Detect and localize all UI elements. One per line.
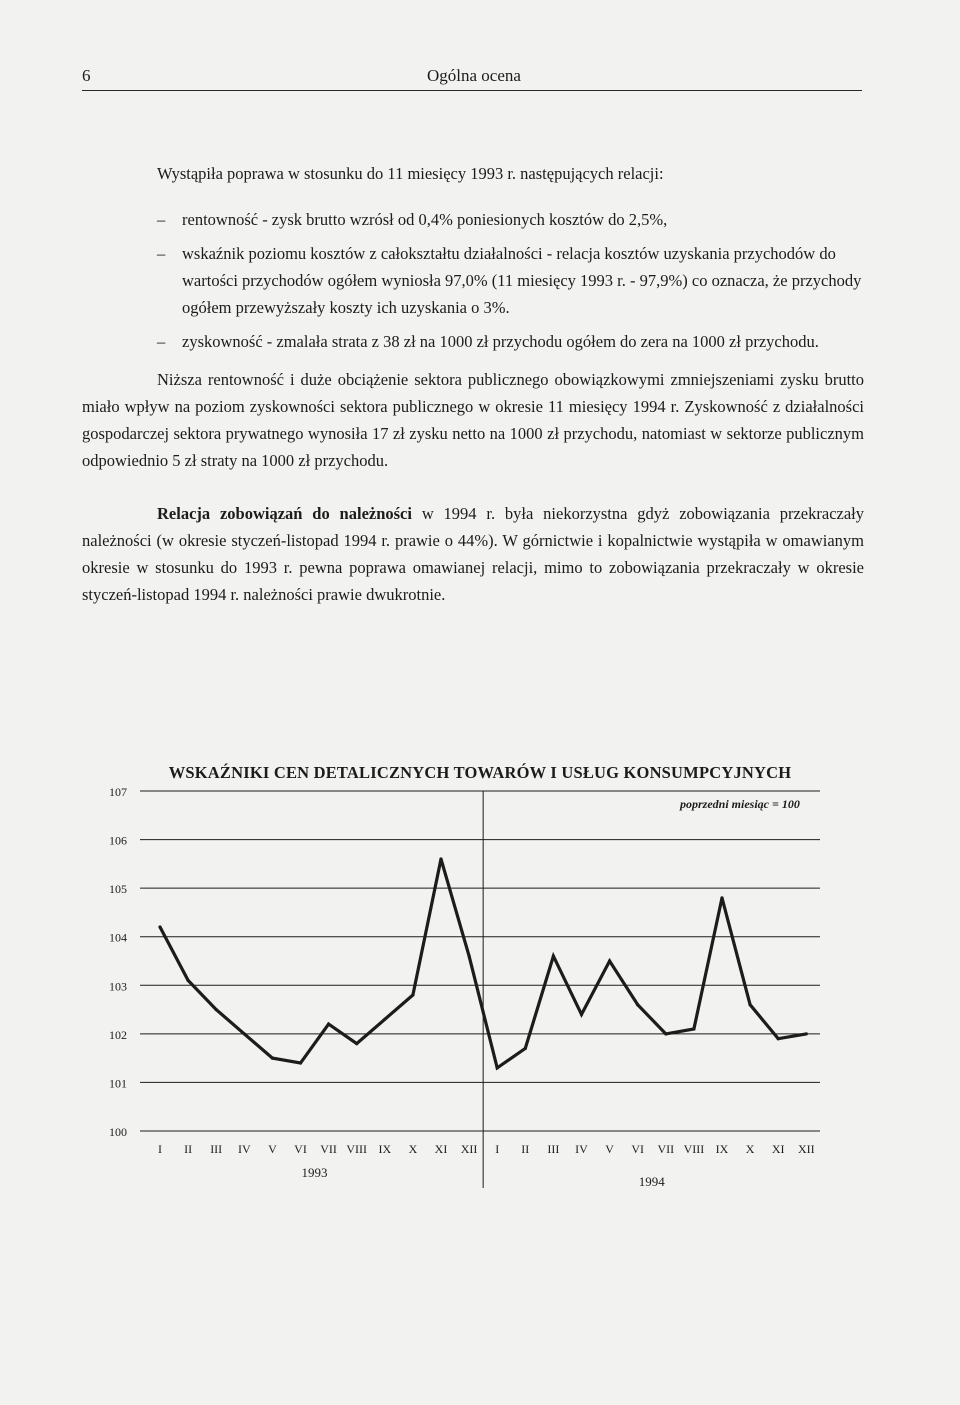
data-point: [299, 1061, 302, 1064]
bullet-text: rentowność - zysk brutto wzrósł od 0,4% poniesionych kosztów do 2,5%,: [182, 210, 668, 229]
data-point: [243, 1032, 246, 1035]
x-tick-label: VIII: [346, 1142, 368, 1156]
data-point: [327, 1023, 330, 1026]
bullet-text: zyskowność - zmalała strata z 38 zł na 1000 zł przychodu ogółem do zera na 1000 zł przychodu.: [182, 332, 819, 351]
data-point: [720, 896, 723, 899]
data-point: [692, 1027, 695, 1030]
chart-note: poprzedni miesiąc = 100: [680, 797, 800, 811]
x-tick-label: I: [495, 1142, 500, 1156]
x-tick-label: XI: [771, 1142, 785, 1156]
list-item: [82, 240, 864, 321]
x-tick-label: VIII: [683, 1142, 705, 1156]
bullet-dash: –: [157, 332, 166, 351]
x-tick-label: IV: [237, 1142, 251, 1156]
x-tick-label: III: [210, 1142, 223, 1156]
page-number: 6: [82, 66, 91, 85]
x-tick-label: II: [521, 1142, 530, 1156]
x-tick-label: IX: [378, 1142, 392, 1156]
paragraph-text: Niższa rentowność i duże obciążenie sektora publicznego obowiązkowymi zmniejszeniami zysku brutto miało wpływ na poziom zyskowności sektora publicznego w okresie 11 miesięcy 1994 r. Zyskowność z działalności gospodarczej sektora prywatnego wynosiła 17 zł zysku netto na 1000 zł przychodu, natomiast w sektorze publicznym odpowiednio 5 zł straty na 1000 zł przychodu.: [82, 370, 864, 470]
paragraph-profitability: [82, 366, 864, 474]
x-tick-label: V: [605, 1142, 614, 1156]
data-point: [271, 1057, 274, 1060]
running-title: Ogólna ocena: [427, 66, 521, 85]
bullet-dash: –: [157, 210, 166, 229]
x-tick-label: IX: [715, 1142, 729, 1156]
data-point: [468, 955, 471, 958]
price-index-chart: [0, 780, 960, 1200]
x-tick-label: VI: [631, 1142, 645, 1156]
y-tick-label: 101: [109, 1076, 127, 1091]
data-point: [608, 959, 611, 962]
data-point: [158, 925, 161, 928]
chart-title: WSKAŹNIKI CEN DETALICZNYCH TOWARÓW I USŁUG KONSUMPCYJNYCH: [168, 763, 792, 782]
bullet-dash: –: [157, 244, 166, 263]
x-tick-label: I: [158, 1142, 162, 1156]
x-tick-label: V: [268, 1142, 277, 1156]
data-point: [777, 1037, 780, 1040]
data-point: [524, 1047, 527, 1050]
page-header: [82, 62, 862, 91]
y-tick-label: 105: [109, 882, 127, 897]
x-tick-label: X: [745, 1142, 755, 1156]
y-tick-label: 104: [109, 930, 127, 945]
data-point: [383, 1018, 386, 1021]
x-tick-label: VI: [294, 1142, 307, 1156]
year-label: 1994: [638, 1174, 665, 1189]
x-tick-label: X: [408, 1142, 418, 1156]
paragraph-body: w 1994 r. była niekorzystna gdyż zobowiązania przekraczały należności (w okresie styczeń-listopad 1994 r. prawie o 44%). W górnictwie i kopalnictwie wystąpiła w omawianym okresie w stosunku do 1993 r. pewna poprawa omawianej relacji, mimo to zobowiązania przekraczały w okresie styczeń-listopad 1994 r. należności prawie dwukrotnie.: [82, 504, 864, 604]
x-tick-label: II: [184, 1142, 193, 1156]
data-point: [636, 1003, 639, 1006]
list-item: [82, 328, 864, 355]
y-tick-label: 107: [109, 785, 127, 799]
x-tick-label: XII: [797, 1142, 815, 1156]
y-tick-label: 102: [109, 1027, 127, 1042]
data-point: [411, 993, 414, 996]
paragraph-text: [82, 500, 864, 608]
data-point: [215, 1008, 218, 1011]
bullet-text: wskaźnik poziomu kosztów z całokształtu działalności - relacja kosztów uzyskania przychodów do wartości przychodów ogółem wyniosła 97,0% (11 miesięcy 1993 r. - 97,9%) co oznacza, że przychody ogółem przewyższały koszty ich uzyskania o 3%.: [182, 244, 862, 317]
list-item: [82, 206, 864, 233]
y-tick-label: 103: [109, 979, 127, 994]
x-tick-label: VII: [320, 1142, 337, 1156]
x-tick-label: VII: [657, 1142, 675, 1156]
data-point: [552, 955, 555, 958]
x-tick-label: IV: [575, 1142, 588, 1156]
x-tick-label: III: [547, 1142, 560, 1156]
data-point: [187, 979, 190, 982]
bullet-list: [82, 206, 864, 362]
data-point: [749, 1003, 752, 1006]
data-point: [355, 1042, 358, 1045]
y-tick-label: 100: [109, 1125, 127, 1139]
data-point: [805, 1032, 808, 1035]
data-point: [439, 857, 442, 860]
data-point: [580, 1013, 583, 1016]
paragraph-lead: Relacja zobowiązań do należności: [157, 504, 412, 523]
x-tick-label: XII: [460, 1142, 478, 1156]
intro-text: Wystąpiła poprawa w stosunku do 11 miesięcy 1993 r. następujących relacji:: [157, 164, 664, 183]
year-label: 1993: [301, 1165, 328, 1180]
data-point: [496, 1066, 499, 1069]
y-tick-label: 106: [109, 833, 127, 848]
data-point: [664, 1032, 667, 1035]
paragraph-liabilities: [82, 500, 864, 608]
x-tick-label: XI: [434, 1142, 448, 1156]
